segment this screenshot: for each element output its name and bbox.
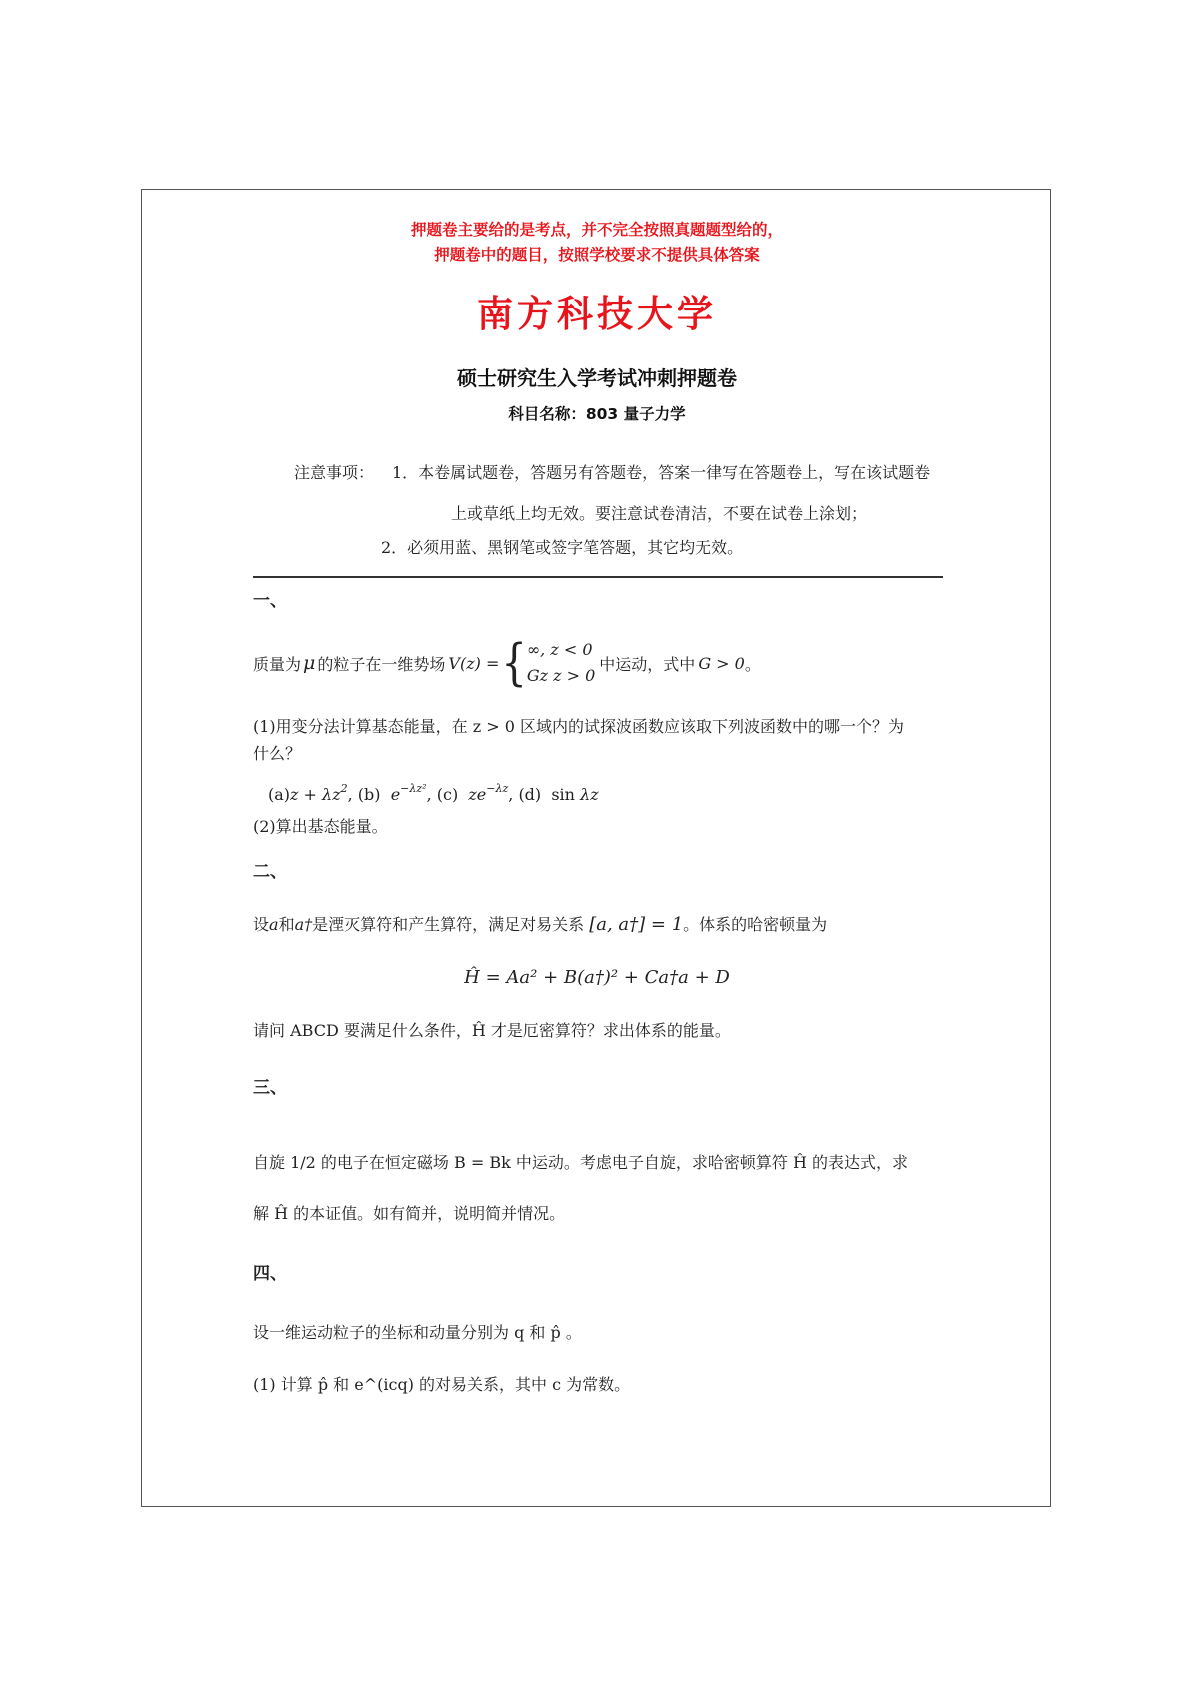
section-3-line-2: 解 Ĥ 的本证值。如有简并，说明简并情况。 [253,1204,566,1223]
cases-brace: { [501,634,527,692]
mu-symbol: μ [303,652,316,674]
s1-question-1-line-1: (1)用变分法计算基态能量，在 z > 0 区域内的试探波函数应该取下列波函数中的哪一个？为 [253,717,905,736]
s1-text-c: 中运动，式中 [599,654,696,674]
hamiltonian-equation: Ĥ = Aa² + B(a†)² + Ca†a + D [464,967,730,988]
section-4-heading: 四、 [253,1264,287,1284]
s1-question-2: (2)算出基态能量。 [253,817,388,836]
case-2: Gz z > 0 [526,666,596,685]
subject-name: 科目名称：803 量子力学 [508,405,686,423]
section-3-line-1: 自旋 1/2 的电子在恒定磁场 B = Bk 中运动。考虑电子自旋，求哈密顿算符 Ĥ 的表达式，求 [253,1153,909,1172]
s1-options: $(a)z + \lambda z^2$, (b) $e^{-\lambda z^2}$, (c) $ze^{-\lambda z}$, (d) sin λz [268,782,599,804]
exam-title: 硕士研究生入学考试冲刺押题卷 [457,366,737,390]
instruction-1-line-2: 上或草纸上均无效。要注意试卷清洁，不要在试卷上涂划； [451,504,868,523]
notice-line-1: 押题卷主要给的是考点，并不完全按照真题题型给的， [410,221,783,239]
divider-line [253,576,943,578]
condition-g: G > 0 [698,653,745,673]
operator-a-dagger: a† [294,915,313,934]
commutator: [a, a†] = 1 [589,914,684,935]
exam-page-frame [141,189,1051,1507]
potential-cases [527,637,595,689]
section-3-heading: 三、 [253,1078,287,1098]
s1-text-a: 质量为 [253,654,302,674]
s1-question-1-line-2: 什么？ [253,744,302,763]
potential-expression: V(z) = [448,653,500,673]
section-1-statement [253,633,761,693]
operator-a: a [269,915,279,934]
section-1-heading: 一、 [253,591,287,611]
s1-text-d: 。 [744,654,761,674]
section-4-line-1: 设一维运动粒子的坐标和动量分别为 q 和 p̂ 。 [253,1323,582,1342]
instruction-1-line-1: 1．本卷属试题卷，答题另有答题卷，答案一律写在答题卷上，写在该试题卷 [392,463,931,482]
section-2-question: 请问 ABCD 要满足什么条件，Ĥ 才是厄密算符？求出体系的能量。 [253,1021,731,1040]
s1-text-b: 的粒子在一维势场 [317,654,446,674]
section-2-heading: 二、 [253,862,287,882]
instruction-2: 2．必须用蓝、黑钢笔或签字笔答题，其它均无效。 [381,538,744,557]
university-name: 南方科技大学 [476,293,717,335]
case-1: ∞, z < 0 [526,640,593,659]
section-4-line-2: (1) 计算 p̂ 和 e^(icq) 的对易关系，其中 c 为常数。 [253,1375,631,1394]
instructions-label: 注意事项： [294,463,375,482]
section-2-statement: 设a和a†是湮灭算符和产生算符，满足对易关系 [a, a†] = 1。体系的哈密顿量为 [253,914,828,935]
notice-line-2: 押题卷中的题目，按照学校要求不提供具体答案 [434,246,760,264]
